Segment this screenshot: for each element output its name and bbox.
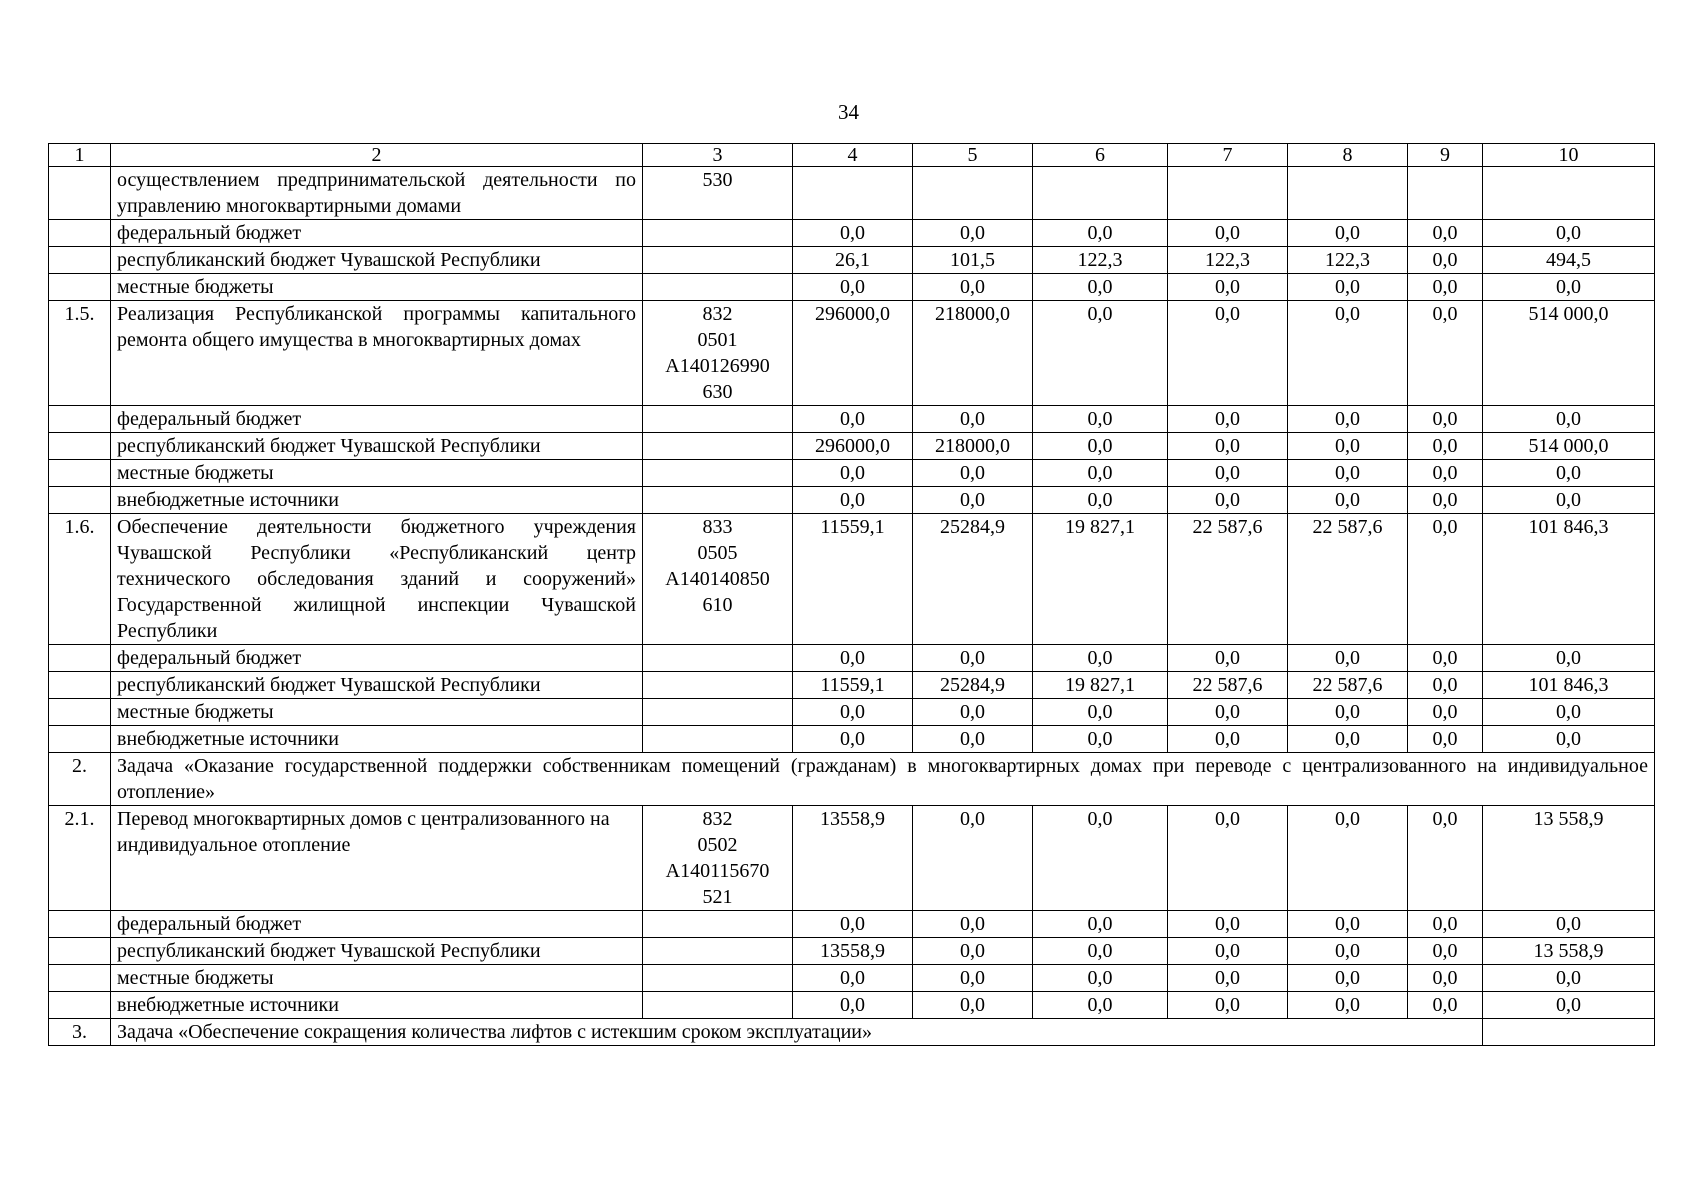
- row-name-cell: республиканский бюджет Чувашской Республики: [111, 433, 643, 460]
- value-cell: 0,0: [1408, 911, 1483, 938]
- row-name-cell: местные бюджеты: [111, 274, 643, 301]
- value-cell: 0,0: [793, 911, 913, 938]
- table-row: [49, 487, 1655, 514]
- value-cell: 0,0: [1168, 220, 1288, 247]
- value-cell: 13558,9: [793, 806, 913, 911]
- table-row: [49, 699, 1655, 726]
- value-cell: 0,0: [1033, 938, 1168, 965]
- value-cell: [1168, 167, 1288, 220]
- value-cell: 0,0: [913, 220, 1033, 247]
- value-cell: 0,0: [1408, 645, 1483, 672]
- value-cell: 0,0: [1483, 965, 1655, 992]
- value-cell: 0,0: [1408, 220, 1483, 247]
- row-number-cell: [49, 726, 111, 753]
- value-cell: 0,0: [1288, 274, 1408, 301]
- value-cell: 0,0: [1408, 274, 1483, 301]
- value-cell: 101 846,3: [1483, 672, 1655, 699]
- value-cell: 0,0: [1288, 726, 1408, 753]
- value-cell: 0,0: [1033, 726, 1168, 753]
- column-header-4: 4: [793, 144, 913, 167]
- value-cell: [1408, 167, 1483, 220]
- value-cell: 0,0: [1288, 220, 1408, 247]
- row-number-cell: 2.: [49, 753, 111, 806]
- column-header-3: 3: [643, 144, 793, 167]
- budget-code-cell: [643, 460, 793, 487]
- value-cell: 0,0: [1168, 645, 1288, 672]
- value-cell: 0,0: [1033, 699, 1168, 726]
- value-cell: 0,0: [1408, 672, 1483, 699]
- budget-code-cell: 833 0505 А140140850 610: [643, 514, 793, 645]
- budget-code-cell: 832 0502 А140115670 521: [643, 806, 793, 911]
- task-row: [49, 753, 1655, 806]
- row-number-cell: [49, 699, 111, 726]
- value-cell: 11559,1: [793, 514, 913, 645]
- task-title-cell: Задача «Обеспечение сокращения количества лифтов с истекшим сроком эксплуатации»: [111, 1019, 1483, 1046]
- value-cell: 0,0: [913, 726, 1033, 753]
- row-number-cell: [49, 645, 111, 672]
- value-cell: 13 558,9: [1483, 938, 1655, 965]
- value-cell: 0,0: [913, 487, 1033, 514]
- value-cell: 0,0: [793, 699, 913, 726]
- row-number-cell: [49, 672, 111, 699]
- row-number-cell: [49, 167, 111, 220]
- value-cell: 0,0: [1168, 806, 1288, 911]
- value-cell: 0,0: [1288, 433, 1408, 460]
- budget-table: [48, 143, 1655, 1046]
- table-row: [49, 247, 1655, 274]
- value-cell: 296000,0: [793, 301, 913, 406]
- value-cell: 0,0: [1168, 699, 1288, 726]
- value-cell: 26,1: [793, 247, 913, 274]
- value-cell: 0,0: [1033, 301, 1168, 406]
- task-title-cell: Задача «Оказание государственной поддержки собственникам помещений (гражданам) в многоквартирных домах при переводе с централизованного на индивидуальное отопление»: [111, 753, 1655, 806]
- value-cell: 0,0: [1483, 487, 1655, 514]
- column-header-5: 5: [913, 144, 1033, 167]
- value-cell: 0,0: [1168, 433, 1288, 460]
- row-number-cell: 1.6.: [49, 514, 111, 645]
- value-cell: 0,0: [913, 938, 1033, 965]
- value-cell: 0,0: [1483, 460, 1655, 487]
- budget-code-cell: [643, 487, 793, 514]
- value-cell: 0,0: [1033, 487, 1168, 514]
- value-cell: 0,0: [1033, 645, 1168, 672]
- value-cell: 0,0: [1288, 406, 1408, 433]
- value-cell: 0,0: [1288, 699, 1408, 726]
- value-cell: 0,0: [1288, 645, 1408, 672]
- value-cell: 0,0: [1033, 433, 1168, 460]
- row-name-cell: федеральный бюджет: [111, 220, 643, 247]
- value-cell: 0,0: [1483, 699, 1655, 726]
- row-number-cell: [49, 274, 111, 301]
- value-cell: 0,0: [1168, 406, 1288, 433]
- value-cell: 0,0: [1408, 433, 1483, 460]
- table-row: [49, 220, 1655, 247]
- row-name-cell: внебюджетные источники: [111, 726, 643, 753]
- value-cell: 0,0: [1168, 965, 1288, 992]
- table-row: [49, 992, 1655, 1019]
- value-cell: 0,0: [1033, 460, 1168, 487]
- value-cell: 0,0: [1408, 992, 1483, 1019]
- value-cell: 0,0: [793, 220, 913, 247]
- value-cell: 19 827,1: [1033, 514, 1168, 645]
- value-cell: 0,0: [1408, 938, 1483, 965]
- row-name-cell: Реализация Республиканской программы капитального ремонта общего имущества в многоквартирных домах: [111, 301, 643, 406]
- row-name-cell: осуществлением предпринимательской деятельности по управлению многоквартирными домами: [111, 167, 643, 220]
- value-cell: 0,0: [1483, 274, 1655, 301]
- value-cell: [1288, 167, 1408, 220]
- row-name-cell: внебюджетные источники: [111, 992, 643, 1019]
- value-cell: 0,0: [1408, 726, 1483, 753]
- value-cell: 514 000,0: [1483, 433, 1655, 460]
- value-cell: 0,0: [1483, 992, 1655, 1019]
- value-cell: 0,0: [1033, 220, 1168, 247]
- value-cell: 218000,0: [913, 433, 1033, 460]
- table-row: [49, 433, 1655, 460]
- value-cell: 25284,9: [913, 514, 1033, 645]
- column-header-9: 9: [1408, 144, 1483, 167]
- value-cell: 0,0: [1288, 460, 1408, 487]
- budget-code-cell: [643, 274, 793, 301]
- value-cell: 122,3: [1168, 247, 1288, 274]
- value-cell: 0,0: [1168, 938, 1288, 965]
- value-cell: 0,0: [1408, 514, 1483, 645]
- value-cell: 0,0: [1483, 726, 1655, 753]
- value-cell: 0,0: [913, 274, 1033, 301]
- value-cell: 0,0: [1168, 460, 1288, 487]
- row-number-cell: [49, 433, 111, 460]
- value-cell: 494,5: [1483, 247, 1655, 274]
- value-cell: 0,0: [913, 806, 1033, 911]
- table-row: [49, 672, 1655, 699]
- budget-code-cell: 530: [643, 167, 793, 220]
- value-cell: 19 827,1: [1033, 672, 1168, 699]
- value-cell: 0,0: [1408, 460, 1483, 487]
- value-cell: 0,0: [1408, 247, 1483, 274]
- column-header-7: 7: [1168, 144, 1288, 167]
- value-cell: 0,0: [913, 460, 1033, 487]
- value-cell: 0,0: [1168, 992, 1288, 1019]
- value-cell: 0,0: [913, 406, 1033, 433]
- row-number-cell: 2.1.: [49, 806, 111, 911]
- budget-code-cell: [643, 645, 793, 672]
- value-cell: 0,0: [913, 992, 1033, 1019]
- value-cell: [1033, 167, 1168, 220]
- value-cell: 0,0: [913, 965, 1033, 992]
- row-name-cell: Обеспечение деятельности бюджетного учреждения Чувашской Республики «Республиканский центр технического обследования зданий и сооружений» Государственной жилищной инспекции Чувашской Республики: [111, 514, 643, 645]
- row-name-cell: местные бюджеты: [111, 965, 643, 992]
- row-number-cell: [49, 220, 111, 247]
- value-cell: 0,0: [1288, 965, 1408, 992]
- row-number-cell: [49, 406, 111, 433]
- row-name-cell: федеральный бюджет: [111, 911, 643, 938]
- value-cell: 0,0: [1288, 301, 1408, 406]
- budget-code-cell: [643, 699, 793, 726]
- value-cell: 11559,1: [793, 672, 913, 699]
- value-cell: 0,0: [1408, 965, 1483, 992]
- table-row: [49, 806, 1655, 911]
- page-number: 34: [838, 100, 859, 124]
- value-cell: 0,0: [1288, 992, 1408, 1019]
- row-name-cell: республиканский бюджет Чувашской Республики: [111, 938, 643, 965]
- budget-code-cell: [643, 911, 793, 938]
- budget-code-cell: [643, 433, 793, 460]
- value-cell: [793, 167, 913, 220]
- value-cell: 0,0: [793, 274, 913, 301]
- value-cell: 0,0: [1288, 911, 1408, 938]
- value-cell: 0,0: [1033, 992, 1168, 1019]
- value-cell: 0,0: [1033, 274, 1168, 301]
- value-cell: 0,0: [1483, 406, 1655, 433]
- value-cell: 0,0: [1483, 645, 1655, 672]
- value-cell: 0,0: [1168, 274, 1288, 301]
- budget-code-cell: [643, 965, 793, 992]
- value-cell: 0,0: [1483, 911, 1655, 938]
- value-cell: 13 558,9: [1483, 806, 1655, 911]
- value-cell: 0,0: [793, 406, 913, 433]
- value-cell: 0,0: [793, 965, 913, 992]
- value-cell: 0,0: [913, 645, 1033, 672]
- value-cell: 0,0: [1288, 487, 1408, 514]
- budget-code-cell: [643, 726, 793, 753]
- value-cell: [1483, 1019, 1655, 1046]
- row-name-cell: местные бюджеты: [111, 699, 643, 726]
- value-cell: 101,5: [913, 247, 1033, 274]
- row-number-cell: [49, 938, 111, 965]
- table-row: [49, 301, 1655, 406]
- value-cell: 0,0: [1033, 965, 1168, 992]
- value-cell: 22 587,6: [1168, 514, 1288, 645]
- row-name-cell: республиканский бюджет Чувашской Республики: [111, 672, 643, 699]
- value-cell: 0,0: [1408, 487, 1483, 514]
- row-name-cell: местные бюджеты: [111, 460, 643, 487]
- value-cell: [1483, 167, 1655, 220]
- table-row: [49, 965, 1655, 992]
- value-cell: 122,3: [1033, 247, 1168, 274]
- table-row: [49, 167, 1655, 220]
- column-header-1: 1: [49, 144, 111, 167]
- value-cell: 0,0: [793, 726, 913, 753]
- value-cell: 0,0: [1033, 806, 1168, 911]
- column-header-8: 8: [1288, 144, 1408, 167]
- table-body: [49, 144, 1655, 1046]
- value-cell: 0,0: [1033, 911, 1168, 938]
- table-row: [49, 645, 1655, 672]
- value-cell: 0,0: [1288, 806, 1408, 911]
- value-cell: 0,0: [913, 699, 1033, 726]
- row-number-cell: [49, 911, 111, 938]
- value-cell: 0,0: [793, 645, 913, 672]
- budget-code-cell: [643, 406, 793, 433]
- table-row: [49, 726, 1655, 753]
- value-cell: 0,0: [793, 460, 913, 487]
- budget-code-cell: [643, 247, 793, 274]
- row-number-cell: [49, 965, 111, 992]
- value-cell: 22 587,6: [1288, 672, 1408, 699]
- value-cell: 122,3: [1288, 247, 1408, 274]
- row-number-cell: [49, 992, 111, 1019]
- row-name-cell: республиканский бюджет Чувашской Республики: [111, 247, 643, 274]
- value-cell: 0,0: [1033, 406, 1168, 433]
- row-number-cell: [49, 487, 111, 514]
- value-cell: 25284,9: [913, 672, 1033, 699]
- value-cell: 218000,0: [913, 301, 1033, 406]
- row-name-cell: федеральный бюджет: [111, 406, 643, 433]
- value-cell: 0,0: [1408, 806, 1483, 911]
- table-row: [49, 274, 1655, 301]
- row-number-cell: [49, 247, 111, 274]
- value-cell: 0,0: [1168, 301, 1288, 406]
- budget-code-cell: [643, 938, 793, 965]
- value-cell: 101 846,3: [1483, 514, 1655, 645]
- budget-code-cell: [643, 992, 793, 1019]
- row-number-cell: [49, 460, 111, 487]
- value-cell: 0,0: [913, 911, 1033, 938]
- value-cell: [913, 167, 1033, 220]
- value-cell: 0,0: [1408, 699, 1483, 726]
- row-name-cell: внебюджетные источники: [111, 487, 643, 514]
- table-row: [49, 911, 1655, 938]
- budget-code-cell: [643, 672, 793, 699]
- row-number-cell: 1.5.: [49, 301, 111, 406]
- value-cell: 0,0: [1168, 726, 1288, 753]
- row-name-cell: Перевод многоквартирных домов с централизованного на индивидуальное отопление: [111, 806, 643, 911]
- task-row: [49, 1019, 1655, 1046]
- table-row: [49, 460, 1655, 487]
- value-cell: 0,0: [1168, 911, 1288, 938]
- row-number-cell: 3.: [49, 1019, 111, 1046]
- column-header-6: 6: [1033, 144, 1168, 167]
- value-cell: 0,0: [1288, 938, 1408, 965]
- value-cell: 0,0: [1483, 220, 1655, 247]
- value-cell: 22 587,6: [1168, 672, 1288, 699]
- table-row: [49, 406, 1655, 433]
- value-cell: 296000,0: [793, 433, 913, 460]
- value-cell: 22 587,6: [1288, 514, 1408, 645]
- table-header-row: [49, 144, 1655, 167]
- value-cell: 0,0: [1168, 487, 1288, 514]
- column-header-10: 10: [1483, 144, 1655, 167]
- value-cell: 0,0: [793, 487, 913, 514]
- value-cell: 0,0: [1408, 406, 1483, 433]
- table-row: [49, 514, 1655, 645]
- row-name-cell: федеральный бюджет: [111, 645, 643, 672]
- value-cell: 0,0: [793, 992, 913, 1019]
- column-header-2: 2: [111, 144, 643, 167]
- budget-code-cell: [643, 220, 793, 247]
- value-cell: 514 000,0: [1483, 301, 1655, 406]
- value-cell: 13558,9: [793, 938, 913, 965]
- budget-code-cell: 832 0501 А140126990 630: [643, 301, 793, 406]
- table-row: [49, 938, 1655, 965]
- value-cell: 0,0: [1408, 301, 1483, 406]
